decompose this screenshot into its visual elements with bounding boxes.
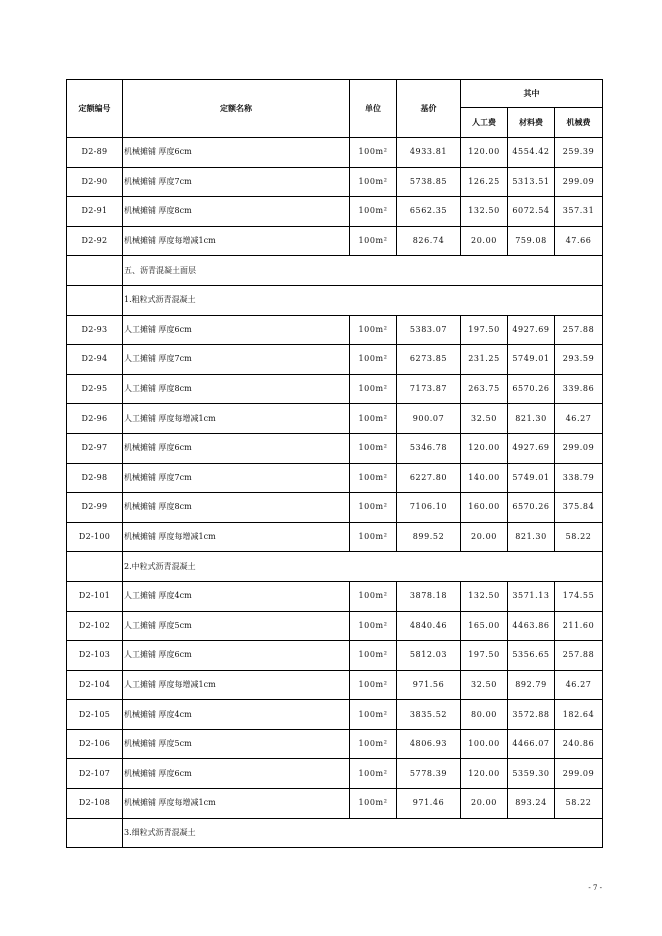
cell-material: 4927.69 [508,315,555,345]
cell-machine: 299.09 [555,167,603,197]
cell-code: D2-90 [67,167,123,197]
cell-code: D2-97 [67,433,123,463]
cell-machine: 357.31 [555,197,603,227]
subsection-number: 3. [124,827,132,837]
cell-name: 机械摊铺 厚度4cm [123,700,350,730]
cell-code: D2-98 [67,463,123,493]
cell-material: 821.30 [508,522,555,552]
cell-name: 机械摊铺 厚度每增减1cm [123,226,350,256]
cell-name: 人工摊铺 厚度每增减1cm [123,670,350,700]
cell-base: 6273.85 [397,345,461,375]
cell-name: 机械摊铺 厚度7cm [123,167,350,197]
cell-code: D2-95 [67,374,123,404]
cell-base: 4840.46 [397,611,461,641]
header-base-price: 基价 [397,80,461,138]
table-row [67,581,603,611]
cell-code: D2-108 [67,789,123,819]
cell-empty [67,285,123,315]
table-row [67,789,603,819]
cell-unit: 100m² [350,789,397,819]
cell-labor: 165.00 [461,611,508,641]
cell-labor: 231.25 [461,345,508,375]
cell-code: D2-96 [67,404,123,434]
cell-labor: 120.00 [461,138,508,168]
cell-code: D2-89 [67,138,123,168]
cell-material: 5749.01 [508,463,555,493]
cell-base: 7173.87 [397,374,461,404]
table-row [67,522,603,552]
cell-empty [67,818,123,848]
cell-name: 人工摊铺 厚度7cm [123,345,350,375]
cell-base: 3878.18 [397,581,461,611]
cell-labor: 32.50 [461,404,508,434]
cell-name: 人工摊铺 厚度5cm [123,611,350,641]
cell-name: 机械摊铺 厚度6cm [123,138,350,168]
cell-labor: 197.50 [461,315,508,345]
table-row [67,226,603,256]
subsection-heading [123,552,603,582]
cell-name: 人工摊铺 厚度6cm [123,315,350,345]
cell-name: 机械摊铺 厚度6cm [123,433,350,463]
cell-base: 5778.39 [397,759,461,789]
cell-material: 6570.26 [508,493,555,523]
cell-labor: 32.50 [461,670,508,700]
cell-labor: 197.50 [461,641,508,671]
cell-base: 5738.85 [397,167,461,197]
cell-code: D2-100 [67,522,123,552]
table-row [67,167,603,197]
cell-unit: 100m² [350,670,397,700]
table-row [67,404,603,434]
cell-unit: 100m² [350,345,397,375]
cell-material: 3572.88 [508,700,555,730]
cell-base: 6562.35 [397,197,461,227]
table-row [67,759,603,789]
header-of-which: 其中 [461,80,603,108]
cell-machine: 240.86 [555,729,603,759]
cell-code: D2-91 [67,197,123,227]
cell-machine: 257.88 [555,315,603,345]
table-row [67,641,603,671]
cell-machine: 211.60 [555,611,603,641]
cell-name: 机械摊铺 厚度5cm [123,729,350,759]
header-code: 定额编号 [67,80,123,138]
cell-unit: 100m² [350,463,397,493]
section-row [67,256,603,286]
subsection-label: 中粒式沥青混凝土 [131,561,196,571]
cell-unit: 100m² [350,641,397,671]
cell-code: D2-106 [67,729,123,759]
page-number: - 7 - [588,884,602,892]
cell-labor: 20.00 [461,226,508,256]
cell-base: 4806.93 [397,729,461,759]
cell-unit: 100m² [350,581,397,611]
cell-code: D2-107 [67,759,123,789]
cell-base: 900.07 [397,404,461,434]
cell-material: 4466.07 [508,729,555,759]
cell-labor: 132.50 [461,581,508,611]
header-labor: 人工费 [461,108,508,138]
cell-unit: 100m² [350,374,397,404]
table-row [67,345,603,375]
cell-empty [67,552,123,582]
cell-labor: 100.00 [461,729,508,759]
header-name: 定额名称 [123,80,350,138]
cell-labor: 120.00 [461,759,508,789]
cell-base: 7106.10 [397,493,461,523]
cell-material: 4927.69 [508,433,555,463]
cell-labor: 126.25 [461,167,508,197]
cell-name: 机械摊铺 厚度8cm [123,493,350,523]
cell-unit: 100m² [350,522,397,552]
cell-name: 机械摊铺 厚度每增减1cm [123,789,350,819]
cell-code: D2-93 [67,315,123,345]
cell-base: 899.52 [397,522,461,552]
section-heading: 五、沥青混凝土面层 [123,256,603,286]
cell-material: 5313.51 [508,167,555,197]
cell-base: 971.46 [397,789,461,819]
subsection-row [67,818,603,848]
cell-material: 6570.26 [508,374,555,404]
cell-base: 826.74 [397,226,461,256]
cell-unit: 100m² [350,759,397,789]
cell-unit: 100m² [350,167,397,197]
subsection-label: 粗粒式沥青混凝土 [131,295,196,305]
cell-unit: 100m² [350,611,397,641]
cell-unit: 100m² [350,138,397,168]
cell-material: 4463.86 [508,611,555,641]
table-row [67,463,603,493]
cell-machine: 58.22 [555,522,603,552]
cell-unit: 100m² [350,433,397,463]
cell-code: D2-103 [67,641,123,671]
header-machinery: 机械费 [555,108,603,138]
cell-machine: 338.79 [555,463,603,493]
cell-unit: 100m² [350,226,397,256]
cell-labor: 20.00 [461,789,508,819]
subsection-heading [123,818,603,848]
cell-material: 5359.30 [508,759,555,789]
cell-machine: 47.66 [555,226,603,256]
cell-material: 6072.54 [508,197,555,227]
cell-unit: 100m² [350,493,397,523]
cell-labor: 140.00 [461,463,508,493]
table-row [67,138,603,168]
cell-name: 机械摊铺 厚度6cm [123,759,350,789]
cell-labor: 20.00 [461,522,508,552]
cell-base: 5346.78 [397,433,461,463]
cell-unit: 100m² [350,729,397,759]
cell-name: 机械摊铺 厚度7cm [123,463,350,493]
table-row [67,670,603,700]
cell-material: 821.30 [508,404,555,434]
cell-code: D2-92 [67,226,123,256]
cell-labor: 132.50 [461,197,508,227]
quota-table [66,79,603,848]
cell-machine: 299.09 [555,759,603,789]
cell-unit: 100m² [350,315,397,345]
cell-material: 4554.42 [508,138,555,168]
table-row [67,315,603,345]
table-row [67,493,603,523]
cell-name: 机械摊铺 厚度8cm [123,197,350,227]
cell-code: D2-105 [67,700,123,730]
table-row [67,197,603,227]
cell-machine: 46.27 [555,670,603,700]
cell-labor: 263.75 [461,374,508,404]
subsection-row [67,285,603,315]
cell-machine: 257.88 [555,641,603,671]
cell-unit: 100m² [350,197,397,227]
cell-machine: 46.27 [555,404,603,434]
cell-code: D2-102 [67,611,123,641]
cell-machine: 58.22 [555,789,603,819]
cell-empty [67,256,123,286]
cell-name: 人工摊铺 厚度6cm [123,641,350,671]
table-row [67,700,603,730]
cell-name: 人工摊铺 厚度8cm [123,374,350,404]
table-row [67,433,603,463]
cell-name: 人工摊铺 厚度每增减1cm [123,404,350,434]
subsection-number: 1. [124,295,132,305]
cell-name: 机械摊铺 厚度每增减1cm [123,522,350,552]
cell-unit: 100m² [350,404,397,434]
cell-base: 3835.52 [397,700,461,730]
cell-machine: 339.86 [555,374,603,404]
cell-material: 892.79 [508,670,555,700]
table-row [67,729,603,759]
cell-labor: 160.00 [461,493,508,523]
cell-material: 5749.01 [508,345,555,375]
subsection-heading [123,285,603,315]
cell-base: 971.56 [397,670,461,700]
subsection-number: 2. [124,561,132,571]
header-unit: 单位 [350,80,397,138]
cell-material: 893.24 [508,789,555,819]
cell-name: 人工摊铺 厚度4cm [123,581,350,611]
cell-machine: 182.64 [555,700,603,730]
cell-labor: 80.00 [461,700,508,730]
cell-code: D2-101 [67,581,123,611]
cell-machine: 259.39 [555,138,603,168]
header-material: 材料费 [508,108,555,138]
table-row [67,611,603,641]
subsection-label: 细粒式沥青混凝土 [131,827,196,837]
cell-material: 5356.65 [508,641,555,671]
cell-unit: 100m² [350,700,397,730]
cell-material: 759.08 [508,226,555,256]
cell-code: D2-94 [67,345,123,375]
cell-machine: 174.55 [555,581,603,611]
cell-code: D2-104 [67,670,123,700]
cell-base: 6227.80 [397,463,461,493]
cell-base: 4933.81 [397,138,461,168]
cell-code: D2-99 [67,493,123,523]
cell-machine: 375.84 [555,493,603,523]
cell-base: 5383.07 [397,315,461,345]
cell-material: 3571.13 [508,581,555,611]
cell-base: 5812.03 [397,641,461,671]
cell-labor: 120.00 [461,433,508,463]
cell-machine: 299.09 [555,433,603,463]
subsection-row [67,552,603,582]
cell-machine: 293.59 [555,345,603,375]
table-row [67,374,603,404]
